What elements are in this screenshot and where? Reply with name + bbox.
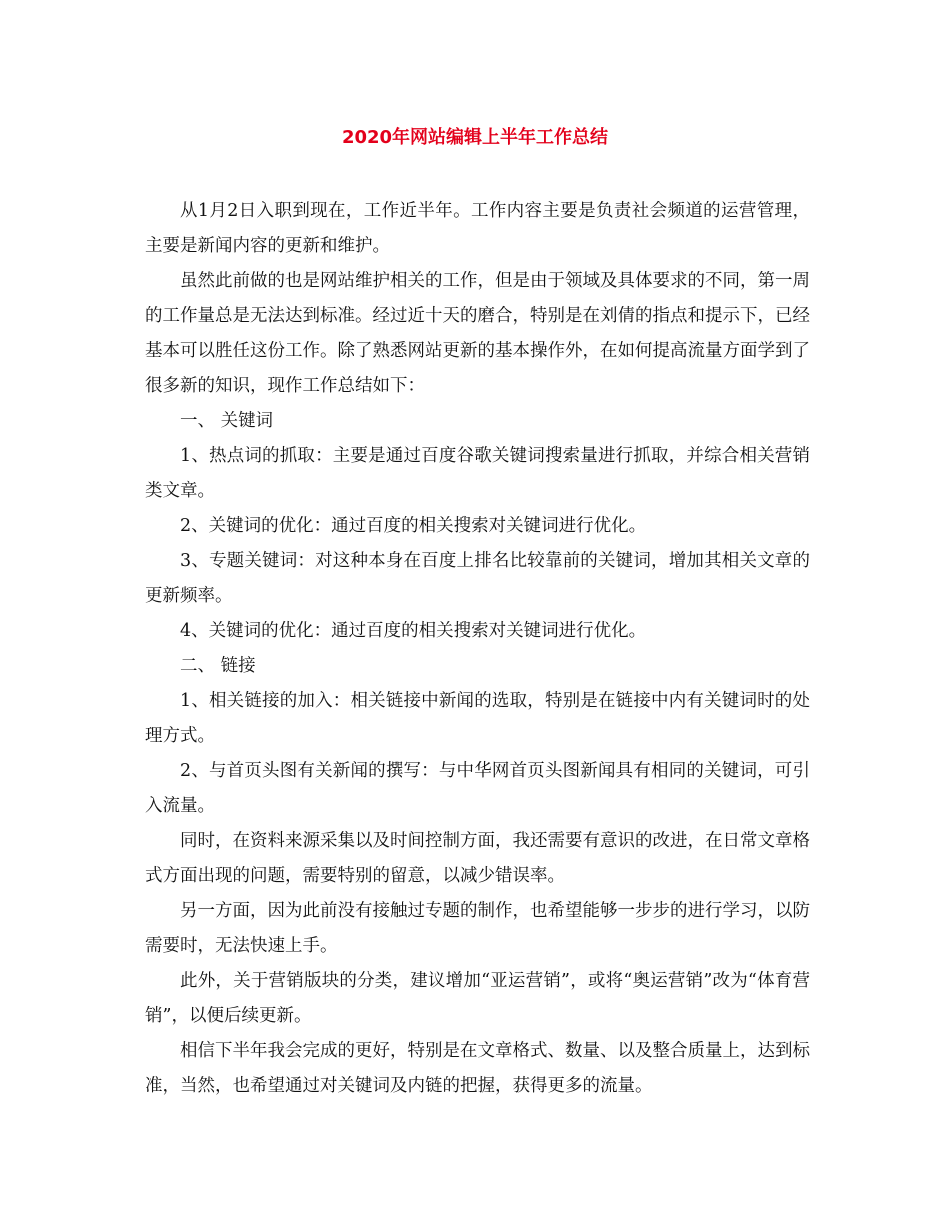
paragraph-background: 虽然此前做的也是网站维护相关的工作，但是由于领域及具体要求的不同，第一周的工作量总是无法达到标准。经过近十天的磨合，特别是在刘倩的指点和提示下，已经基本可以胜任这份工作。除了熟悉网站更新的基本操作外，在如何提高流量方面学到了很多新的知识，现作工作总结如下：: [145, 271, 810, 396]
document-title: 2020年网站编辑上半年工作总结: [341, 127, 609, 148]
list-item: 1、热点词的抓取：主要是通过百度谷歌关键词搜索量进行抓取，并综合相关营销类文章。: [145, 446, 810, 501]
list-item: 3、专题关键词：对这种本身在百度上排名比较靠前的关键词，增加其相关文章的更新频率。: [145, 551, 810, 606]
list-item: 2、与首页头图有关新闻的撰写：与中华网首页头图新闻具有相同的关键词，可引入流量。: [145, 761, 810, 816]
section-heading-links: 二、 链接: [180, 656, 256, 676]
list-item: 4、关键词的优化：通过百度的相关搜索对关键词进行优化。: [180, 621, 647, 641]
paragraph-learning: 另一方面，因为此前没有接触过专题的制作，也希望能够一步步的进行学习，以防需要时，无法快速上手。: [145, 901, 810, 956]
list-item: 2、关键词的优化：通过百度的相关搜索对关键词进行优化。: [180, 516, 647, 536]
document-body: [145, 194, 810, 1104]
section-heading-keywords: 一、 关键词: [180, 411, 274, 431]
paragraph-improvement: 同时，在资料来源采集以及时间控制方面，我还需要有意识的改进，在日常文章格式方面出现的问题，需要特别的留意，以减少错误率。: [145, 831, 810, 886]
list-item: 1、相关链接的加入：相关链接中新闻的选取，特别是在链接中内有关键词时的处理方式。: [145, 691, 810, 746]
paragraph-conclusion: 相信下半年我会完成的更好，特别是在文章格式、数量、以及整合质量上，达到标准，当然，也希望通过对关键词及内链的把握，获得更多的流量。: [145, 1041, 810, 1096]
paragraph-suggestion: 此外，关于营销版块的分类，建议增加“亚运营销”，或将“奥运营销”改为“体育营销”，以便后续更新。: [145, 971, 810, 1026]
paragraph-intro: 从1月2日入职到现在，工作近半年。工作内容主要是负责社会频道的运营管理，主要是新闻内容的更新和维护。: [145, 201, 810, 256]
